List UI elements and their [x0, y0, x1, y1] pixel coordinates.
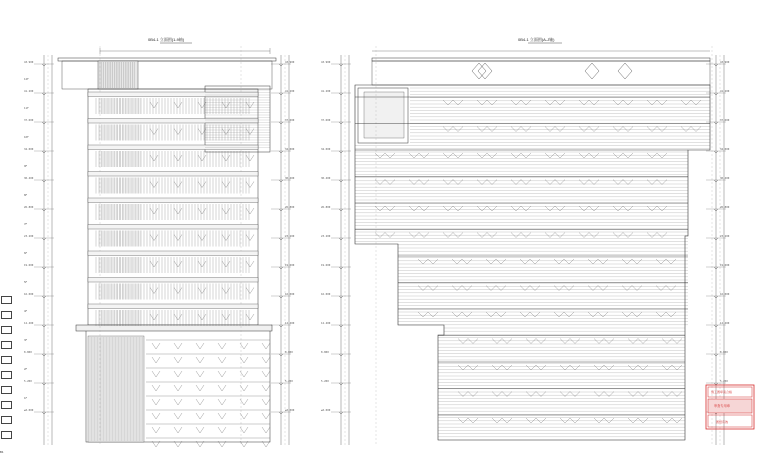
side-panel-item[interactable]	[1, 386, 12, 394]
elevation-marker	[271, 321, 295, 327]
side-panel-item[interactable]	[1, 311, 12, 319]
elevation-marker	[271, 263, 295, 269]
elevation-marker	[271, 89, 295, 95]
elevation-label: 41.200	[24, 90, 34, 93]
elevation-label: 19.600	[24, 264, 34, 267]
elevation-label: 43.900	[24, 61, 34, 64]
elevation-label: 12.400	[285, 322, 295, 325]
elevation-label: 34.000	[720, 148, 730, 151]
elevation-label: 43.900	[321, 61, 331, 64]
elevation-marker	[24, 408, 54, 414]
elevation-marker	[271, 408, 295, 414]
elevation-marker	[321, 205, 351, 211]
left-roof-parapet	[58, 58, 276, 61]
elevation-marker	[24, 205, 54, 211]
elevation-label: 16.000	[24, 293, 34, 296]
elevation-marker	[706, 292, 730, 298]
left-floor-band	[88, 251, 258, 273]
elevation-marker	[271, 147, 295, 153]
elevation-marker	[24, 176, 54, 182]
elevation-label: 26.800	[720, 206, 730, 209]
elevation-label: 12.400	[24, 322, 34, 325]
elevation-marker	[24, 379, 54, 385]
elevation-marker	[321, 147, 351, 153]
approval-stamp	[706, 385, 754, 429]
elevation-label: 16.000	[720, 293, 730, 296]
right-roof-parapet	[372, 58, 710, 61]
elevation-label: 8.800	[720, 351, 728, 354]
elevation-marker	[706, 176, 730, 182]
elevation-label: 8.800	[321, 351, 329, 354]
left-elevation-title: 0B4-1 立面图(1-9轴)	[148, 37, 185, 42]
stamp-line-1: 施工图审查合格	[711, 390, 733, 394]
elevation-label: 41.200	[720, 90, 730, 93]
stamp-line-2: 审查专用章	[714, 404, 730, 408]
elevation-label: 8.800	[24, 351, 32, 354]
elevation-marker	[321, 234, 351, 240]
elevation-marker	[24, 263, 54, 269]
elevation-marker	[706, 89, 730, 95]
elevation-marker	[706, 234, 730, 240]
elevation-label: 5.200	[720, 380, 728, 383]
left-tower-body	[88, 89, 258, 325]
elevation-label: ±0.000	[285, 409, 295, 412]
elevation-marker	[271, 234, 295, 240]
elevation-label: 37.600	[285, 119, 295, 122]
elevation-label: 34.000	[285, 148, 295, 151]
elevation-label: 30.400	[24, 177, 34, 180]
elevation-label: 19.600	[285, 264, 295, 267]
elevation-marker	[24, 118, 54, 124]
floor-label: 1F	[24, 397, 28, 400]
elevation-label: 30.400	[285, 177, 295, 180]
elevation-marker	[321, 408, 351, 414]
elevation-label: 41.200	[285, 90, 295, 93]
elevation-marker	[271, 379, 293, 385]
floor-label: 5F	[24, 281, 28, 284]
elevation-marker	[24, 350, 54, 356]
floor-label: 7F	[24, 223, 28, 226]
elevation-marker	[321, 263, 351, 269]
elevation-label: 41.200	[321, 90, 331, 93]
elevation-marker	[706, 205, 730, 211]
elevation-label: 23.200	[720, 235, 730, 238]
elevation-label: 26.800	[321, 206, 331, 209]
right-elevation-title: 0B4-1 立面图(A-J轴)	[518, 37, 555, 42]
elevation-marker	[321, 321, 351, 327]
elevation-label: 34.000	[24, 148, 34, 151]
elevation-label: 16.000	[321, 293, 331, 296]
floor-label: 11F	[24, 107, 29, 110]
elevation-marker	[706, 263, 730, 269]
side-panel-item[interactable]	[1, 431, 12, 439]
elevation-marker	[271, 350, 293, 356]
elevation-marker	[706, 350, 728, 356]
floor-label: 12F	[24, 78, 29, 81]
side-panel-item[interactable]	[1, 356, 12, 364]
floor-label: 8F	[24, 194, 28, 197]
side-panel-item[interactable]	[1, 341, 12, 349]
elevation-label: 37.600	[321, 119, 331, 122]
elevation-label: 34.000	[321, 148, 331, 151]
elevation-marker	[321, 118, 351, 124]
elevation-marker	[24, 234, 54, 240]
elevation-label: 30.400	[321, 177, 331, 180]
elevation-label: 12.400	[720, 322, 730, 325]
elevation-label: 19.600	[720, 264, 730, 267]
elevation-label: 37.600	[24, 119, 34, 122]
left-floor-band	[88, 198, 258, 220]
left-floor-band	[88, 92, 258, 114]
elevation-label: 23.200	[24, 235, 34, 238]
elevation-marker	[321, 89, 351, 95]
elevation-label: 43.900	[285, 61, 295, 64]
elevation-marker	[24, 292, 54, 298]
left-floor-band	[88, 304, 258, 326]
left-floor-band	[88, 172, 258, 194]
left-floor-band	[88, 145, 258, 167]
left-floor-band	[88, 225, 258, 247]
elevation-label: 23.200	[285, 235, 295, 238]
elevation-marker	[24, 89, 54, 95]
elevation-label: ±0.000	[321, 409, 331, 412]
elevation-marker	[706, 379, 728, 385]
elevation-marker	[24, 147, 54, 153]
floor-label: 4F	[24, 310, 28, 313]
elevation-label: 23.200	[321, 235, 331, 238]
elevation-marker	[321, 60, 351, 66]
left-floor-band	[88, 278, 258, 300]
elevation-marker	[321, 350, 351, 356]
side-panel-item[interactable]	[1, 296, 12, 304]
elevation-label: 43.900	[720, 61, 730, 64]
elevation-label: 5.200	[321, 380, 329, 383]
elevation-marker	[271, 292, 295, 298]
elevation-marker	[706, 321, 730, 327]
side-panel-item[interactable]	[1, 371, 12, 379]
elevation-label: 19.600	[321, 264, 331, 267]
floor-label: 9F	[24, 165, 28, 168]
elevation-marker	[321, 292, 351, 298]
elevation-marker	[271, 205, 295, 211]
elevation-label: 26.800	[24, 206, 34, 209]
elevation-label: ±0.000	[24, 409, 34, 412]
elevation-label: 26.800	[285, 206, 295, 209]
elevation-label: 5.200	[285, 380, 293, 383]
floor-label: 6F	[24, 252, 28, 255]
elevation-label: 12.400	[321, 322, 331, 325]
left-floor-band	[88, 119, 258, 141]
side-panel-item[interactable]	[1, 416, 12, 424]
elevation-marker	[24, 321, 54, 327]
elevation-marker	[321, 176, 351, 182]
stamp-line-3: 图纸有效	[716, 420, 729, 424]
elevation-marker	[271, 176, 295, 182]
elevation-label: 5.200	[24, 380, 32, 383]
elevation-marker	[706, 118, 730, 124]
elevation-marker	[24, 60, 54, 66]
elevation-label: 30.400	[720, 177, 730, 180]
elevation-marker	[321, 379, 351, 385]
left-side-panel	[0, 296, 14, 446]
elevation-label: 37.600	[720, 119, 730, 122]
floor-label: 2F	[24, 368, 28, 371]
elevation-label: 8.800	[285, 351, 293, 354]
floor-label: 3F	[24, 339, 28, 342]
side-panel-item[interactable]	[1, 401, 12, 409]
elevation-label: 16.000	[285, 293, 295, 296]
side-panel-item[interactable]	[1, 326, 12, 334]
floor-label: 10F	[24, 136, 29, 139]
elevation-marker	[271, 118, 295, 124]
side-panel-mark: B1	[0, 450, 4, 454]
